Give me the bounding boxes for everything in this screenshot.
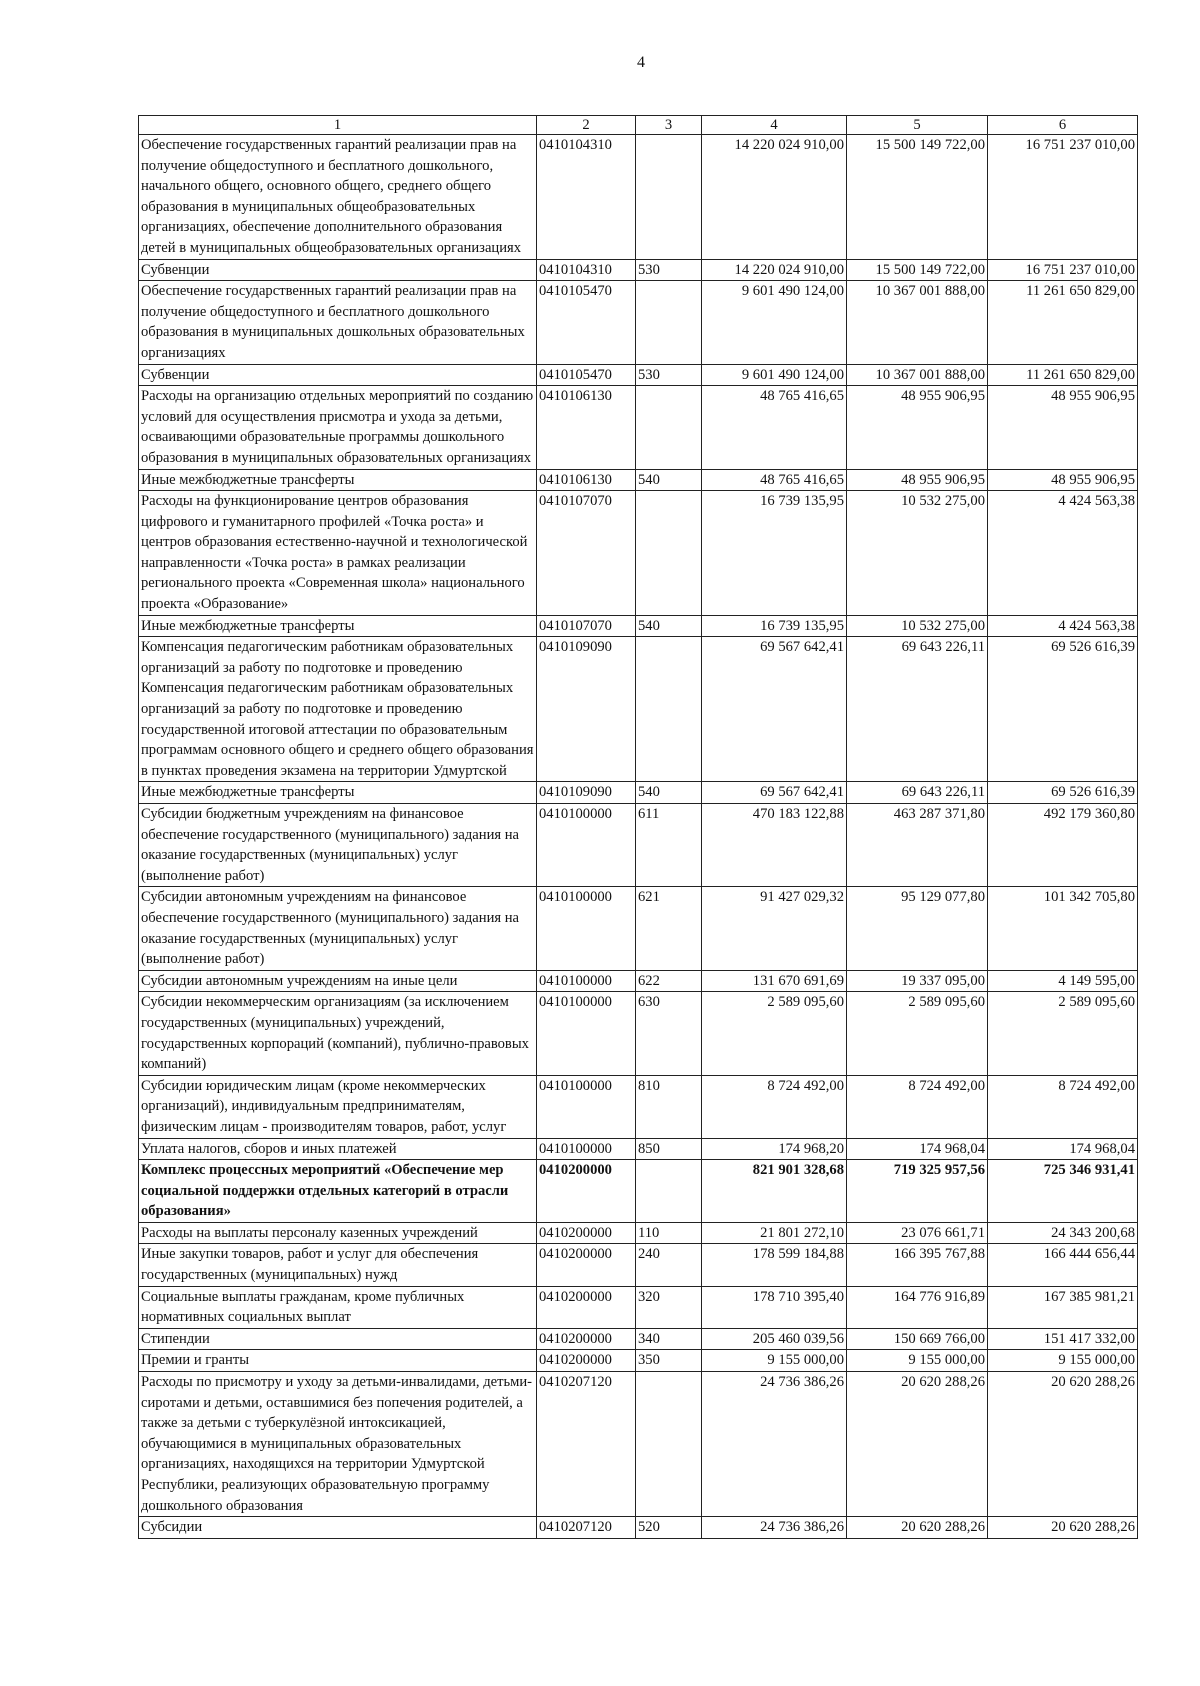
amount-col5-cell: 69 643 226,11 xyxy=(847,782,988,804)
budget-table xyxy=(138,115,1138,1539)
amount-col4-cell: 69 567 642,41 xyxy=(702,782,847,804)
amount-col5-cell: 20 620 288,26 xyxy=(847,1372,988,1517)
target-code-cell: 0410100000 xyxy=(537,970,636,992)
target-code-cell: 0410106130 xyxy=(537,386,636,469)
amount-col4-cell: 14 220 024 910,00 xyxy=(702,259,847,281)
table-row xyxy=(139,1138,1138,1160)
amount-col5-cell: 150 669 766,00 xyxy=(847,1328,988,1350)
target-code-cell: 0410207120 xyxy=(537,1517,636,1539)
table-row xyxy=(139,992,1138,1075)
item-name-cell: Обеспечение государственных гарантий реализации прав на получение общедоступного и бесплатного дошкольного, начального общего, основного общего, среднего общего образования в муниципальных общеобразовательных организациях, обеспечение дополнительного образования детей в муниципальных общеобразовательных организациях xyxy=(139,135,537,260)
table-body xyxy=(139,135,1138,1539)
table-row xyxy=(139,1244,1138,1286)
item-name-cell: Расходы на функционирование центров образования цифрового и гуманитарного профилей «Точка роста» и центров образования естественно-научной и технологической направленности «Точка роста» в рамках реализации регионального проекта «Современная школа» национального проекта «Образование» xyxy=(139,491,537,616)
expense-type-cell xyxy=(636,491,702,616)
amount-col5-cell: 20 620 288,26 xyxy=(847,1517,988,1539)
table-row xyxy=(139,1222,1138,1244)
expense-type-cell: 240 xyxy=(636,1244,702,1286)
amount-col5-cell: 10 532 275,00 xyxy=(847,615,988,637)
table-row xyxy=(139,637,1138,782)
table-row xyxy=(139,615,1138,637)
amount-col6-cell: 48 955 906,95 xyxy=(988,386,1138,469)
item-name-cell: Субсидии бюджетным учреждениям на финансовое обеспечение государственного (муниципального) задания на оказание государственных (муниципальных) услуг (выполнение работ) xyxy=(139,804,537,887)
amount-col5-cell: 23 076 661,71 xyxy=(847,1222,988,1244)
amount-col5-cell: 10 532 275,00 xyxy=(847,491,988,616)
amount-col4-cell: 9 601 490 124,00 xyxy=(702,281,847,364)
amount-col6-cell: 2 589 095,60 xyxy=(988,992,1138,1075)
column-header: 4 xyxy=(702,116,847,135)
item-name-cell: Уплата налогов, сборов и иных платежей xyxy=(139,1138,537,1160)
item-name-cell: Иные межбюджетные трансферты xyxy=(139,782,537,804)
column-header: 2 xyxy=(537,116,636,135)
column-header: 5 xyxy=(847,116,988,135)
expense-type-cell: 622 xyxy=(636,970,702,992)
amount-col5-cell: 19 337 095,00 xyxy=(847,970,988,992)
amount-col4-cell: 470 183 122,88 xyxy=(702,804,847,887)
item-name-cell: Комплекс процессных мероприятий «Обеспечение мер социальной поддержки отдельных категорий в отрасли образования» xyxy=(139,1160,537,1223)
expense-type-cell: 530 xyxy=(636,259,702,281)
expense-type-cell xyxy=(636,386,702,469)
amount-col4-cell: 178 599 184,88 xyxy=(702,1244,847,1286)
amount-col5-cell: 2 589 095,60 xyxy=(847,992,988,1075)
amount-col5-cell: 174 968,04 xyxy=(847,1138,988,1160)
amount-col4-cell: 24 736 386,26 xyxy=(702,1517,847,1539)
target-code-cell: 0410104310 xyxy=(537,259,636,281)
amount-col4-cell: 14 220 024 910,00 xyxy=(702,135,847,260)
amount-col6-cell: 4 149 595,00 xyxy=(988,970,1138,992)
expense-type-cell xyxy=(636,1160,702,1223)
item-name-cell: Субсидии xyxy=(139,1517,537,1539)
expense-type-cell: 540 xyxy=(636,469,702,491)
target-code-cell: 0410109090 xyxy=(537,637,636,782)
amount-col4-cell: 16 739 135,95 xyxy=(702,615,847,637)
amount-col5-cell: 10 367 001 888,00 xyxy=(847,364,988,386)
target-code-cell: 0410100000 xyxy=(537,1075,636,1138)
amount-col6-cell: 725 346 931,41 xyxy=(988,1160,1138,1223)
column-header: 6 xyxy=(988,116,1138,135)
amount-col6-cell: 101 342 705,80 xyxy=(988,887,1138,970)
table-row xyxy=(139,782,1138,804)
table-row xyxy=(139,1286,1138,1328)
expense-type-cell: 540 xyxy=(636,615,702,637)
amount-col5-cell: 166 395 767,88 xyxy=(847,1244,988,1286)
target-code-cell: 0410100000 xyxy=(537,887,636,970)
amount-col6-cell: 69 526 616,39 xyxy=(988,782,1138,804)
amount-col6-cell: 69 526 616,39 xyxy=(988,637,1138,782)
expense-type-cell: 110 xyxy=(636,1222,702,1244)
amount-col4-cell: 24 736 386,26 xyxy=(702,1372,847,1517)
item-name-cell: Иные межбюджетные трансферты xyxy=(139,615,537,637)
expense-type-cell: 520 xyxy=(636,1517,702,1539)
amount-col6-cell: 11 261 650 829,00 xyxy=(988,364,1138,386)
target-code-cell: 0410104310 xyxy=(537,135,636,260)
amount-col6-cell: 167 385 981,21 xyxy=(988,1286,1138,1328)
expense-type-cell xyxy=(636,637,702,782)
item-name-cell: Расходы на выплаты персоналу казенных учреждений xyxy=(139,1222,537,1244)
expense-type-cell: 320 xyxy=(636,1286,702,1328)
amount-col6-cell: 4 424 563,38 xyxy=(988,491,1138,616)
table-row xyxy=(139,804,1138,887)
target-code-cell: 0410106130 xyxy=(537,469,636,491)
column-header: 1 xyxy=(139,116,537,135)
amount-col4-cell: 205 460 039,56 xyxy=(702,1328,847,1350)
target-code-cell: 0410200000 xyxy=(537,1328,636,1350)
amount-col6-cell: 16 751 237 010,00 xyxy=(988,135,1138,260)
item-name-cell: Расходы на организацию отдельных мероприятий по созданию условий для осуществления присмотра и ухода за детьми, осваивающими образовательные программы дошкольного образования в муниципальных образовательных организациях xyxy=(139,386,537,469)
amount-col5-cell: 463 287 371,80 xyxy=(847,804,988,887)
amount-col6-cell: 151 417 332,00 xyxy=(988,1328,1138,1350)
item-name-cell: Субвенции xyxy=(139,259,537,281)
item-name-cell: Обеспечение государственных гарантий реализации прав на получение общедоступного и бесплатного дошкольного образования в муниципальных дошкольных образовательных организациях xyxy=(139,281,537,364)
expense-type-cell: 611 xyxy=(636,804,702,887)
amount-col5-cell: 69 643 226,11 xyxy=(847,637,988,782)
amount-col6-cell: 9 155 000,00 xyxy=(988,1350,1138,1372)
expense-type-cell xyxy=(636,1372,702,1517)
item-name-cell: Иные межбюджетные трансферты xyxy=(139,469,537,491)
item-name-cell: Премии и гранты xyxy=(139,1350,537,1372)
expense-type-cell: 621 xyxy=(636,887,702,970)
amount-col6-cell: 166 444 656,44 xyxy=(988,1244,1138,1286)
amount-col4-cell: 9 601 490 124,00 xyxy=(702,364,847,386)
amount-col4-cell: 2 589 095,60 xyxy=(702,992,847,1075)
amount-col6-cell: 492 179 360,80 xyxy=(988,804,1138,887)
amount-col6-cell: 24 343 200,68 xyxy=(988,1222,1138,1244)
amount-col6-cell: 11 261 650 829,00 xyxy=(988,281,1138,364)
amount-col4-cell: 48 765 416,65 xyxy=(702,469,847,491)
target-code-cell: 0410207120 xyxy=(537,1372,636,1517)
item-name-cell: Субсидии некоммерческим организациям (за исключением государственных (муниципальных) учреждений, государственных корпораций (компаний), публично-правовых компаний) xyxy=(139,992,537,1075)
amount-col5-cell: 9 155 000,00 xyxy=(847,1350,988,1372)
item-name-cell: Субсидии автономным учреждениям на финансовое обеспечение государственного (муниципального) задания на оказание государственных (муниципальных) услуг (выполнение работ) xyxy=(139,887,537,970)
target-code-cell: 0410100000 xyxy=(537,992,636,1075)
amount-col5-cell: 48 955 906,95 xyxy=(847,469,988,491)
amount-col6-cell: 4 424 563,38 xyxy=(988,615,1138,637)
item-name-cell: Субвенции xyxy=(139,364,537,386)
amount-col5-cell: 8 724 492,00 xyxy=(847,1075,988,1138)
target-code-cell: 0410107070 xyxy=(537,615,636,637)
amount-col6-cell: 20 620 288,26 xyxy=(988,1517,1138,1539)
amount-col6-cell: 48 955 906,95 xyxy=(988,469,1138,491)
expense-type-cell: 340 xyxy=(636,1328,702,1350)
item-name-cell: Иные закупки товаров, работ и услуг для обеспечения государственных (муниципальных) нужд xyxy=(139,1244,537,1286)
item-name-cell: Стипендии xyxy=(139,1328,537,1350)
item-name-cell: Субсидии юридическим лицам (кроме некоммерческих организаций), индивидуальным предпринимателям, физическим лицам - производителям товаров, работ, услуг xyxy=(139,1075,537,1138)
target-code-cell: 0410105470 xyxy=(537,281,636,364)
table-row xyxy=(139,135,1138,260)
amount-col4-cell: 9 155 000,00 xyxy=(702,1350,847,1372)
amount-col5-cell: 15 500 149 722,00 xyxy=(847,259,988,281)
column-header: 3 xyxy=(636,116,702,135)
amount-col4-cell: 131 670 691,69 xyxy=(702,970,847,992)
table-row xyxy=(139,469,1138,491)
expense-type-cell: 630 xyxy=(636,992,702,1075)
table-row xyxy=(139,1328,1138,1350)
target-code-cell: 0410105470 xyxy=(537,364,636,386)
expense-type-cell: 350 xyxy=(636,1350,702,1372)
table-row xyxy=(139,364,1138,386)
amount-col6-cell: 174 968,04 xyxy=(988,1138,1138,1160)
table-row xyxy=(139,386,1138,469)
table-row xyxy=(139,1350,1138,1372)
table-row xyxy=(139,491,1138,616)
amount-col4-cell: 174 968,20 xyxy=(702,1138,847,1160)
target-code-cell: 0410200000 xyxy=(537,1244,636,1286)
target-code-cell: 0410200000 xyxy=(537,1350,636,1372)
target-code-cell: 0410200000 xyxy=(537,1286,636,1328)
target-code-cell: 0410100000 xyxy=(537,804,636,887)
item-name-cell: Расходы по присмотру и уходу за детьми-инвалидами, детьми-сиротами и детьми, оставшимися без попечения родителей, а также за детьми с туберкулёзной интоксикацией, обучающимися в муниципальных образовательных организациях, находящихся на территории Удмуртской Республики, реализующих образовательную программу дошкольного образования xyxy=(139,1372,537,1517)
amount-col5-cell: 10 367 001 888,00 xyxy=(847,281,988,364)
target-code-cell: 0410109090 xyxy=(537,782,636,804)
amount-col6-cell: 16 751 237 010,00 xyxy=(988,259,1138,281)
table-row xyxy=(139,259,1138,281)
target-code-cell: 0410200000 xyxy=(537,1160,636,1223)
amount-col5-cell: 95 129 077,80 xyxy=(847,887,988,970)
amount-col4-cell: 16 739 135,95 xyxy=(702,491,847,616)
page-number: 4 xyxy=(637,54,645,71)
table-row xyxy=(139,1517,1138,1539)
table-row xyxy=(139,1372,1138,1517)
expense-type-cell: 850 xyxy=(636,1138,702,1160)
target-code-cell: 0410100000 xyxy=(537,1138,636,1160)
table-row xyxy=(139,887,1138,970)
expense-type-cell: 530 xyxy=(636,364,702,386)
amount-col5-cell: 719 325 957,56 xyxy=(847,1160,988,1223)
amount-col6-cell: 20 620 288,26 xyxy=(988,1372,1138,1517)
amount-col4-cell: 91 427 029,32 xyxy=(702,887,847,970)
amount-col4-cell: 178 710 395,40 xyxy=(702,1286,847,1328)
amount-col6-cell: 8 724 492,00 xyxy=(988,1075,1138,1138)
table-row xyxy=(139,970,1138,992)
item-name-cell: Компенсация педагогическим работникам образовательных организаций за работу по подготовке и проведению Компенсация педагогическим работникам образовательных организаций за работу по подготовке и проведению государственной итоговой аттестации по образовательным программам основного общего и среднего общего образования в пунктах проведения экзамена на территории Удмуртской xyxy=(139,637,537,782)
item-name-cell: Социальные выплаты гражданам, кроме публичных нормативных социальных выплат xyxy=(139,1286,537,1328)
table-row xyxy=(139,281,1138,364)
item-name-cell: Субсидии автономным учреждениям на иные цели xyxy=(139,970,537,992)
expense-type-cell: 810 xyxy=(636,1075,702,1138)
amount-col5-cell: 48 955 906,95 xyxy=(847,386,988,469)
amount-col4-cell: 821 901 328,68 xyxy=(702,1160,847,1223)
expense-type-cell xyxy=(636,281,702,364)
table-row xyxy=(139,1075,1138,1138)
table-row xyxy=(139,1160,1138,1223)
amount-col4-cell: 8 724 492,00 xyxy=(702,1075,847,1138)
amount-col5-cell: 15 500 149 722,00 xyxy=(847,135,988,260)
header-row xyxy=(139,116,1138,135)
amount-col4-cell: 48 765 416,65 xyxy=(702,386,847,469)
target-code-cell: 0410200000 xyxy=(537,1222,636,1244)
expense-type-cell xyxy=(636,135,702,260)
amount-col4-cell: 21 801 272,10 xyxy=(702,1222,847,1244)
amount-col5-cell: 164 776 916,89 xyxy=(847,1286,988,1328)
expense-type-cell: 540 xyxy=(636,782,702,804)
amount-col4-cell: 69 567 642,41 xyxy=(702,637,847,782)
target-code-cell: 0410107070 xyxy=(537,491,636,616)
